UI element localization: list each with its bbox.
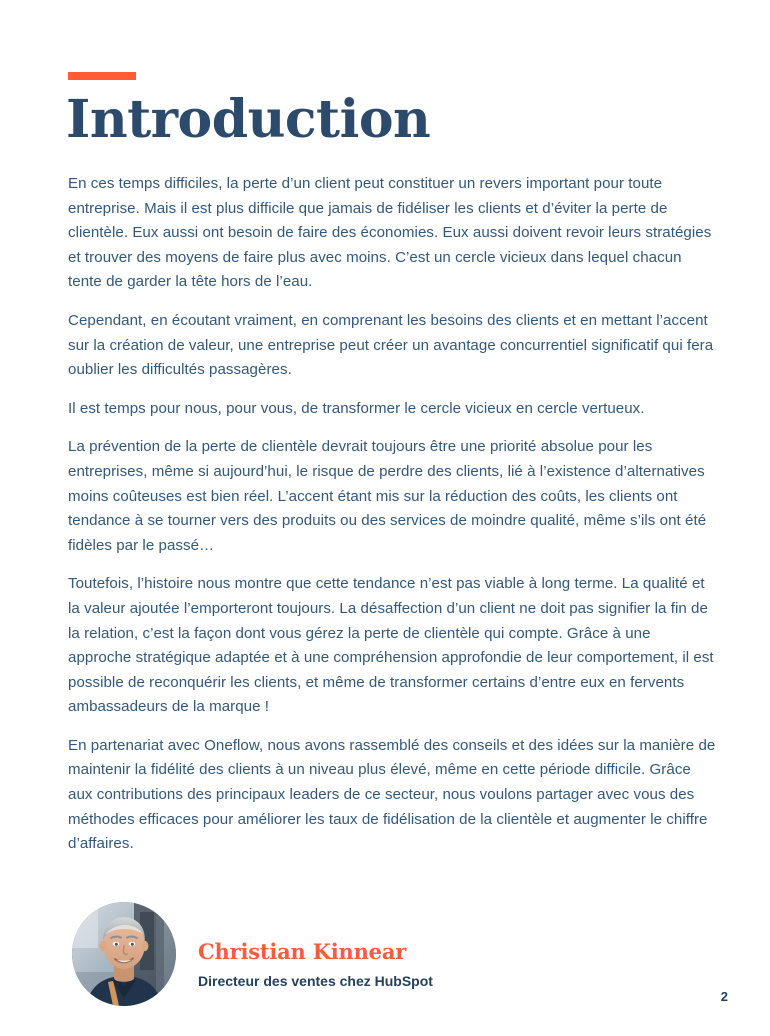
avatar [72,902,176,1006]
author-block [72,902,433,1006]
author-name: Christian Kinnear [198,939,407,965]
accent-bar [68,72,136,80]
paragraph: Cependant, en écoutant vraiment, en comprenant les besoins des clients et en mettant l’accent sur la création de valeur, une entreprise peut créer un avantage concurrentiel significatif qui fera oublier les difficultés passagères. [68,311,714,379]
author-role: Directeur des ventes chez HubSpot [198,973,433,990]
body-copy [68,172,718,857]
page-title: Introduction [66,89,431,150]
paragraph: En partenariat avec Oneflow, nous avons rassemblé des conseils et des idées sur la manière de maintenir la fidélité des clients à un niveau plus élevé, même en cette période difficile. Grâce aux contributions des principaux leaders de ce secteur, nous voulons partager avec vous des méthodes efficaces pour améliorer les taux de fidélisation de la clientèle et augmenter le chiffre d’affaires. [68,736,716,853]
paragraph: La prévention de la perte de clientèle devrait toujours être une priorité absolue pour les entreprises, même si aujourd’hui, le risque de perdre des clients, lié à l’existence d’alternatives moins coûteuses est bien réel. L’accent étant mis sur la réduction des coûts, les clients ont tendance à se tourner vers des produits ou des services de moindre qualité, même s’ils ont été fidèles par le passé… [68,438,707,554]
paragraph: En ces temps difficiles, la perte d’un client peut constituer un revers important pour toute entreprise. Mais il est plus difficile que jamais de fidéliser les clients et d’éviter la perte de clientèle. Eux aussi ont besoin de faire des économies. Eux aussi doivent revoir leurs stratégies et trouver des moyens de faire plus avec moins. C’est un cercle vicieux dans lequel chacun tente de garder la tête hors de l’eau. [68,175,712,291]
page-number: 2 [720,989,728,1004]
author-text [198,918,433,990]
paragraph: Il est temps pour nous, pour vous, de transformer le cercle vicieux en cercle vertueux. [68,399,645,417]
paragraph: Toutefois, l’histoire nous montre que cette tendance n’est pas viable à long terme. La qualité et la valeur ajoutée l’emporteront toujours. La désaffection d’un client ne doit pas signifier la fin de la relation, c’est la façon dont vous gérez la perte de clientèle qui compte. Grâce à une approche stratégique adaptée et à une compréhension approfondie de leur comportement, il est possible de reconquérir les clients, et même de transformer certains d’entre eux en fervents ambassadeurs de la marque ! [68,575,714,716]
